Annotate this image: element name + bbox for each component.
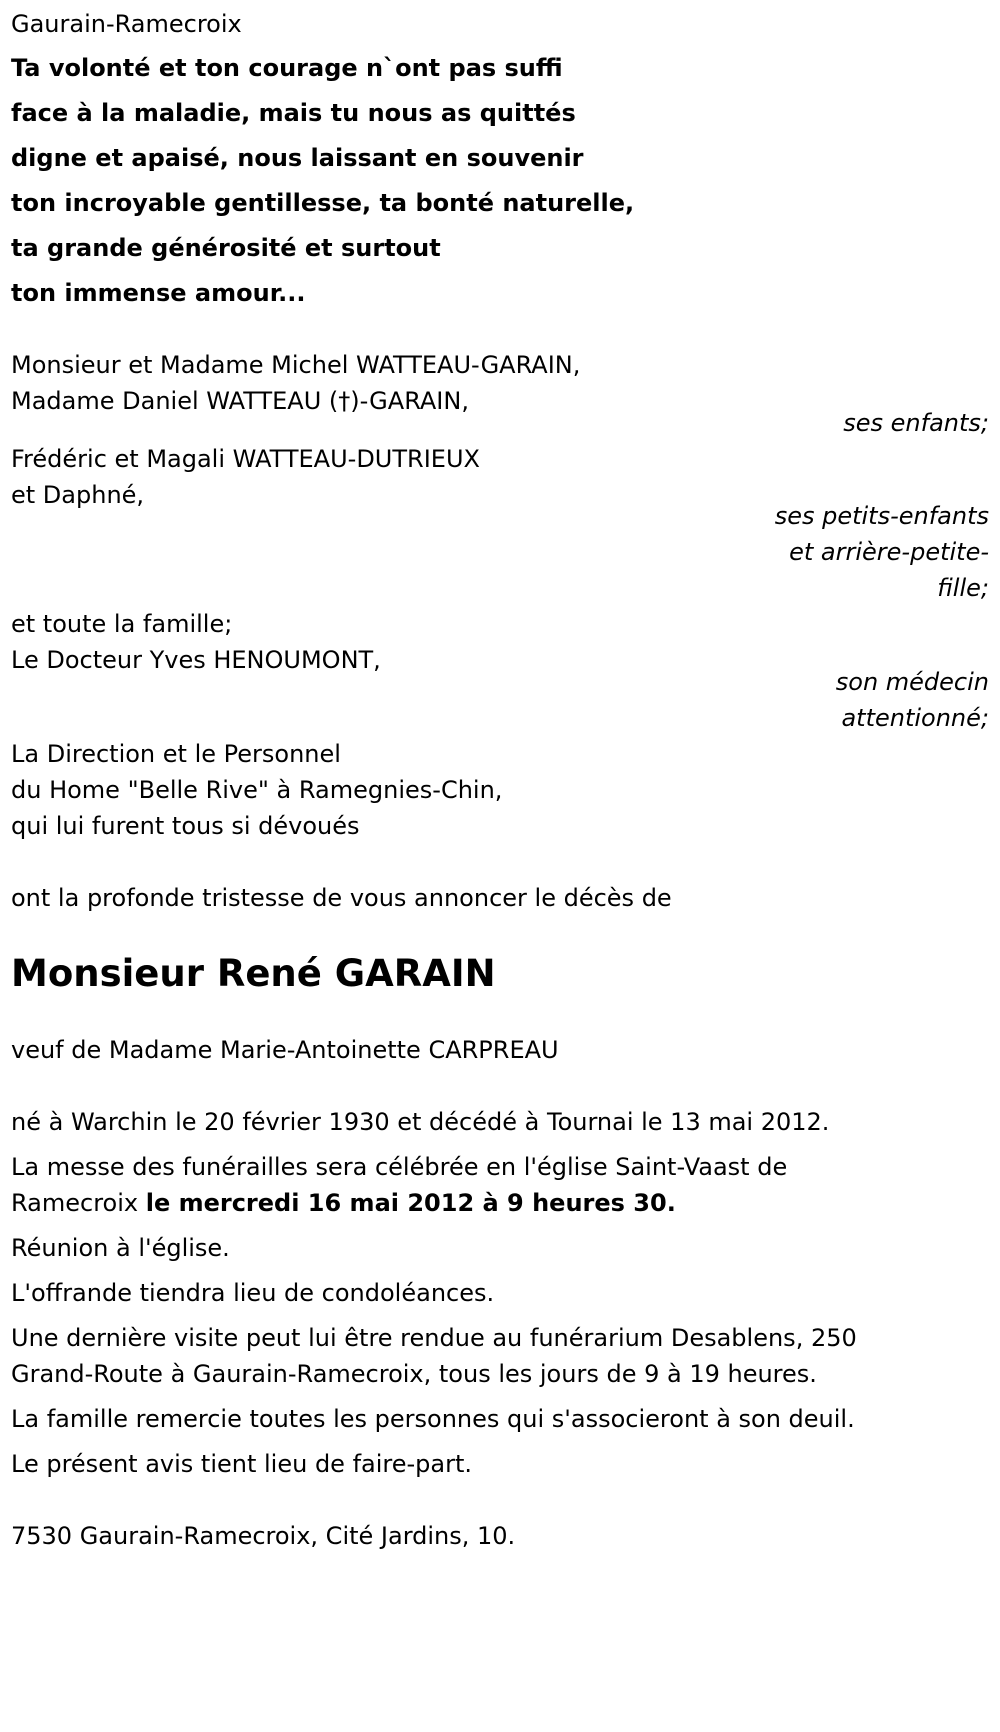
poem-line-2: face à la maladie, mais tu nous as quittés [11,99,576,127]
grandchildren-role-3: fille; [937,574,989,602]
offering-line: L'offrande tiendra lieu de condoléances. [11,1279,495,1307]
grandchildren-line-1: Frédéric et Magali WATTEAU-DUTRIEUX [11,445,480,473]
staff-line-3: qui lui furent tous si dévoués [11,812,360,840]
mass-line-1: La messe des funérailles sera célébrée en l'église Saint-Vaast de [11,1153,788,1181]
birth-death-line: né à Warchin le 20 février 1930 et décédé à Tournai le 13 mai 2012. [11,1108,830,1136]
poem-line-4: ton incroyable gentillesse, ta bonté naturelle, [11,189,635,217]
address-line: 7530 Gaurain-Ramecroix, Cité Jardins, 10. [11,1522,516,1550]
poem-line-3: digne et apaisé, nous laissant en souvenir [11,144,584,172]
mass-line-2 [11,1189,676,1217]
grandchildren-role-1: ses petits-enfants [774,502,989,530]
notice-line: Le présent avis tient lieu de faire-part. [11,1450,473,1478]
staff-line-1: La Direction et le Personnel [11,740,341,768]
meeting-line: Réunion à l'église. [11,1234,230,1262]
widower-line: veuf de Madame Marie-Antoinette CARPREAU [11,1036,559,1064]
grandchildren-role-2: et arrière-petite- [789,538,989,566]
poem-line-5: ta grande générosité et surtout [11,234,441,262]
doctor-role-2: attentionné; [841,704,989,732]
children-role: ses enfants; [843,409,989,437]
deceased-name: Monsieur René GARAIN [11,952,496,995]
grandchildren-line-2: et Daphné, [11,481,145,509]
staff-line-2: du Home "Belle Rive" à Ramegnies-Chin, [11,776,503,804]
children-line-1: Monsieur et Madame Michel WATTEAU-GARAIN, [11,351,581,379]
visit-line-1: Une dernière visite peut lui être rendue au funérarium Desablens, 250 [11,1324,857,1352]
doctor-line: Le Docteur Yves HENOUMONT, [11,646,381,674]
thanks-line: La famille remercie toutes les personnes qui s'associeront à son deuil. [11,1405,855,1433]
poem-line-1: Ta volonté et ton courage n`ont pas suffi [11,54,563,82]
announcement-intro: ont la profonde tristesse de vous annoncer le décès de [11,884,672,912]
family-line: et toute la famille; [11,610,233,638]
location-header: Gaurain-Ramecroix [11,10,242,38]
mass-datetime: le mercredi 16 mai 2012 à 9 heures 30. [145,1189,676,1217]
poem-line-6: ton immense amour... [11,279,306,307]
doctor-role-1: son médecin [835,668,989,696]
mass-place: Ramecroix [11,1189,146,1217]
visit-line-2: Grand-Route à Gaurain-Ramecroix, tous les jours de 9 à 19 heures. [11,1360,817,1388]
children-line-2: Madame Daniel WATTEAU (†)-GARAIN, [11,387,469,415]
